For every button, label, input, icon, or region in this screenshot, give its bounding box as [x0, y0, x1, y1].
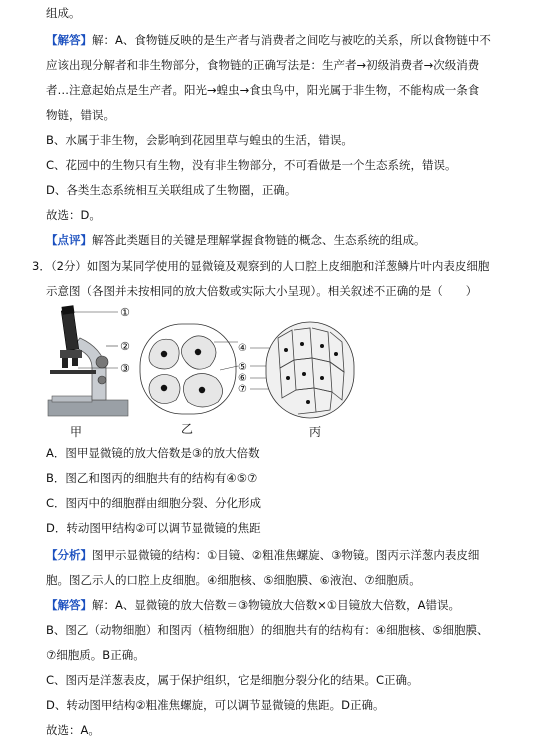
label-1: ① — [120, 306, 130, 319]
caption-yi: 乙 — [181, 422, 194, 436]
text-span: 解：A、显微镜的放大倍数＝③物镜放大倍数×①目镜放大倍数，A错误。 — [92, 598, 460, 612]
text-line: D、转动图甲结构②粗准焦螺旋，可以调节显微镜的焦距。D正确。 — [46, 698, 385, 712]
question-stem: 示意图（各图并未按相同的放大倍数或实际大小呈现）。相关叙述不正确的是（ ） — [46, 284, 478, 298]
comment-tag: 【点评】 — [46, 233, 92, 247]
analysis-tag: 【分析】 — [46, 548, 92, 562]
onion-cells-figure — [238, 320, 358, 420]
text-line: 故选：A。 — [46, 723, 100, 737]
label-6: ⑥ — [238, 373, 247, 384]
caption-jia: 甲 — [70, 425, 83, 439]
text-span: 图甲示显微镜的结构：①目镜、②粗准焦螺旋、③物镜。图丙示洋葱内表皮细 — [92, 548, 480, 562]
text-line: C、花园中的生物只有生物，没有非生物部分，不可看做是一个生态系统，错误。 — [46, 158, 457, 172]
label-4: ④ — [238, 343, 247, 354]
text-line: 胞。图乙示人的口腔上皮细胞。④细胞核、⑤细胞膜、⑥液泡、⑦细胞质。 — [46, 573, 421, 587]
text-line: D、各类生态系统相互关联组成了生物圈，正确。 — [46, 183, 297, 197]
option-a: A．图甲显微镜的放大倍数是③的放大倍数 — [46, 446, 260, 460]
text-line: 故选：D。 — [46, 208, 101, 222]
text-span: 解答此类题目的关键是理解掌握食物链的概念、生态系统的组成。 — [92, 233, 426, 247]
text-line: 物链，错误。 — [46, 108, 115, 122]
text-line: 组成。 — [46, 6, 81, 20]
label-7: ⑦ — [238, 384, 247, 395]
text-line: B、水属于非生物，会影响到花园里草与蝗虫的生活，错误。 — [46, 133, 353, 147]
text-line: C、图丙是洋葱表皮，属于保护组织，它是细胞分裂分化的结果。C正确。 — [46, 673, 419, 687]
solution-line — [46, 598, 530, 613]
label-3: ③ — [120, 362, 130, 375]
text-span: 解：A、食物链反映的是生产者与消费者之间吃与被吃的关系，所以食物链中不 — [92, 33, 491, 47]
answer-line — [46, 33, 530, 48]
text-line: 应该出现分解者和非生物部分，食物链的正确写法是：生产者→初级消费者→次级消费 — [46, 58, 480, 72]
text-line: B、图乙（动物细胞）和图丙（植物细胞）的细胞共有的结构有：④细胞核、⑤细胞膜、 — [46, 623, 489, 637]
cheek-cells-figure — [138, 322, 238, 416]
answer-tag: 【解答】 — [46, 33, 92, 47]
solution-tag: 【解答】 — [46, 598, 92, 612]
option-c: C．图丙中的细胞群由细胞分裂、分化形成 — [46, 496, 262, 510]
comment-line — [46, 233, 530, 248]
caption-bing: 丙 — [309, 425, 322, 439]
question-stem: 3．（2分）如图为某同学使用的显微镜及观察到的人口腔上皮细胞和洋葱鳞片叶内表皮细胞 — [32, 259, 490, 273]
option-b: B．图乙和图丙的细胞共有的结构有④⑤⑦ — [46, 471, 258, 485]
label-5: ⑤ — [238, 362, 247, 373]
analysis-line — [46, 548, 530, 563]
text-line: 者…注意起始点是生产者。阳光→蝗虫→食虫鸟中，阳光属于非生物，不能构成一条食 — [46, 83, 480, 97]
option-d: D．转动图甲结构②可以调节显微镜的焦距 — [46, 521, 261, 535]
microscope-figure — [40, 302, 136, 422]
text-line: ⑦细胞质。B正确。 — [46, 648, 145, 662]
label-2: ② — [120, 340, 130, 353]
